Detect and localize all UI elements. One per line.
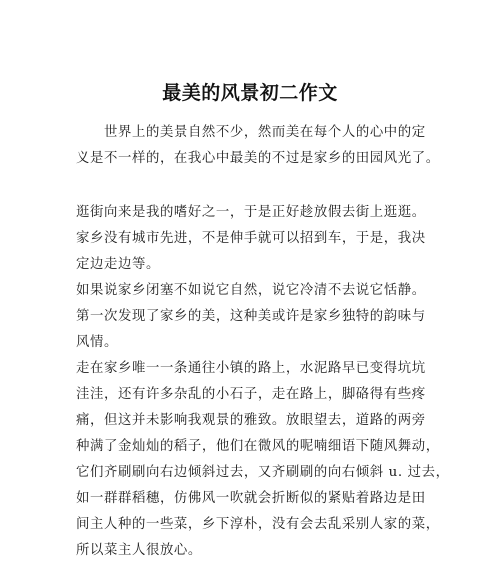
paragraph-line: 走在家乡唯一一条通往小镇的路上，水泥路早已变得坑坑 — [76, 361, 426, 376]
paragraph-line: 风情。 — [76, 335, 118, 350]
paragraph-line: 间主人种的一些菜，乡下淳朴，没有会去乱采别人家的菜， — [76, 517, 440, 532]
paragraph-line: 第一次发现了家乡的美，这种美或许是家乡独特的韵味与 — [76, 309, 426, 324]
paragraph-line: 痛，但这并未影响我观景的雅致。放眼望去，道路的两旁 — [76, 413, 426, 428]
paragraph-line: 洼洼，还有许多杂乱的小石子，走在路上，脚硌得有些疼 — [76, 387, 426, 402]
paragraph-line: 定边走边等。 — [76, 257, 160, 272]
paragraph-line: 所以菜主人很放心。 — [76, 543, 202, 558]
paragraph-line: 世界上的美景自然不少，然而美在每个人的心中的定 — [104, 125, 426, 140]
paragraph-line: 义是不一样的，在我心中最美的不过是家乡的田园风光了。 — [76, 151, 440, 166]
paragraph-line: 它们齐刷刷向右边倾斜过去，又齐刷刷的向右倾斜 u. 过去， — [76, 465, 450, 480]
document-title: 最美的风景初二作文 — [162, 82, 338, 104]
paragraph-line: 逛街向来是我的嗜好之一，于是正好趁放假去街上逛逛。 — [76, 205, 426, 220]
paragraph-line: 如一群群稻穗，仿佛风一吹就会折断似的紧贴着路边是田 — [76, 491, 426, 506]
paragraph-line: 种满了金灿灿的稻子，他们在微风的呢喃细语下随风舞动， — [76, 439, 440, 454]
paragraph-line: 家乡没有城市先进，不是伸手就可以招到车，于是，我决 — [76, 231, 426, 246]
paragraph-line: 如果说家乡闭塞不如说它自然，说它冷清不去说它恬静。 — [76, 283, 426, 298]
